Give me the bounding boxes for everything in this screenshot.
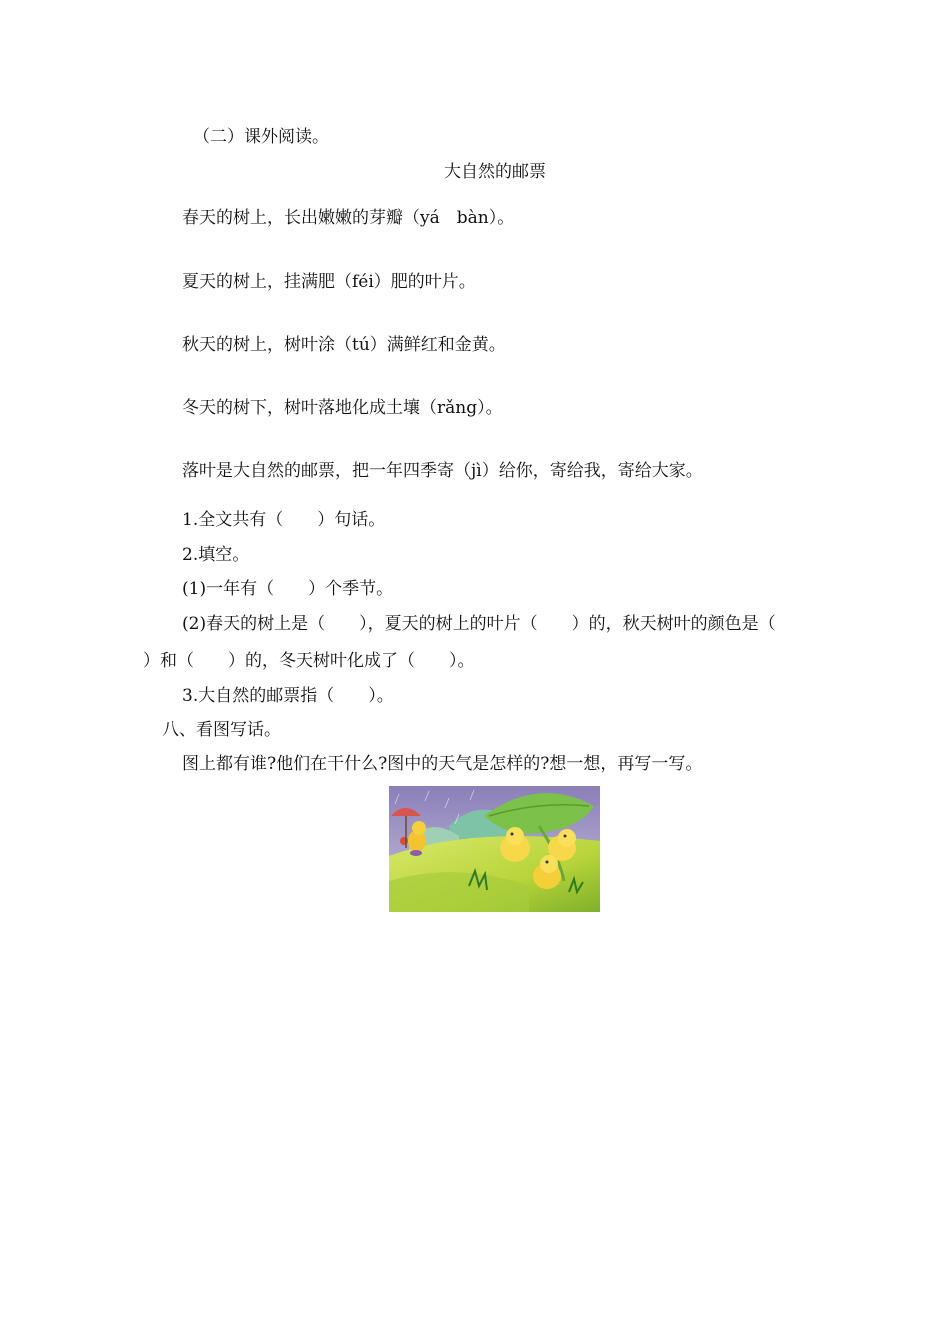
question-3: 3.大自然的邮票指（ ）。 (182, 686, 394, 706)
question-2-part-2-line-2: ）和（ ）的，冬天树叶化成了（ ）。 (143, 651, 475, 671)
question-2-part-1: (1)一年有（ ）个季节。 (182, 579, 394, 599)
section-8-prompt: 图上都有谁?他们在干什么?图中的天气是怎样的?想一想，再写一写。 (182, 754, 703, 774)
section-8-heading: 八、看图写话。 (162, 720, 281, 740)
passage-paragraph: 落叶是大自然的邮票，把一年四季寄（jì）给你，寄给我，寄给大家。 (182, 461, 703, 481)
question-1: 1.全文共有（ ）句话。 (182, 510, 386, 530)
passage-paragraph: 春天的树上，长出嫩嫩的芽瓣（yá bàn）。 (182, 208, 515, 228)
passage-paragraph: 秋天的树上，树叶涂（tú）满鲜红和金黄。 (182, 335, 506, 355)
passage-title: 大自然的邮票 (444, 162, 546, 182)
passage-paragraph: 夏天的树上，挂满肥（féi）肥的叶片。 (182, 272, 476, 292)
section-heading: （二）课外阅读。 (193, 127, 329, 147)
illustration-chicks-in-rain (389, 786, 600, 912)
passage-paragraph: 冬天的树下，树叶落地化成土壤（rǎng）。 (182, 398, 503, 418)
question-2: 2.填空。 (182, 545, 250, 565)
question-2-part-2-line-1: (2)春天的树上是（ ），夏天的树上的叶片（ ）的，秋天树叶的颜色是（ (182, 614, 776, 634)
